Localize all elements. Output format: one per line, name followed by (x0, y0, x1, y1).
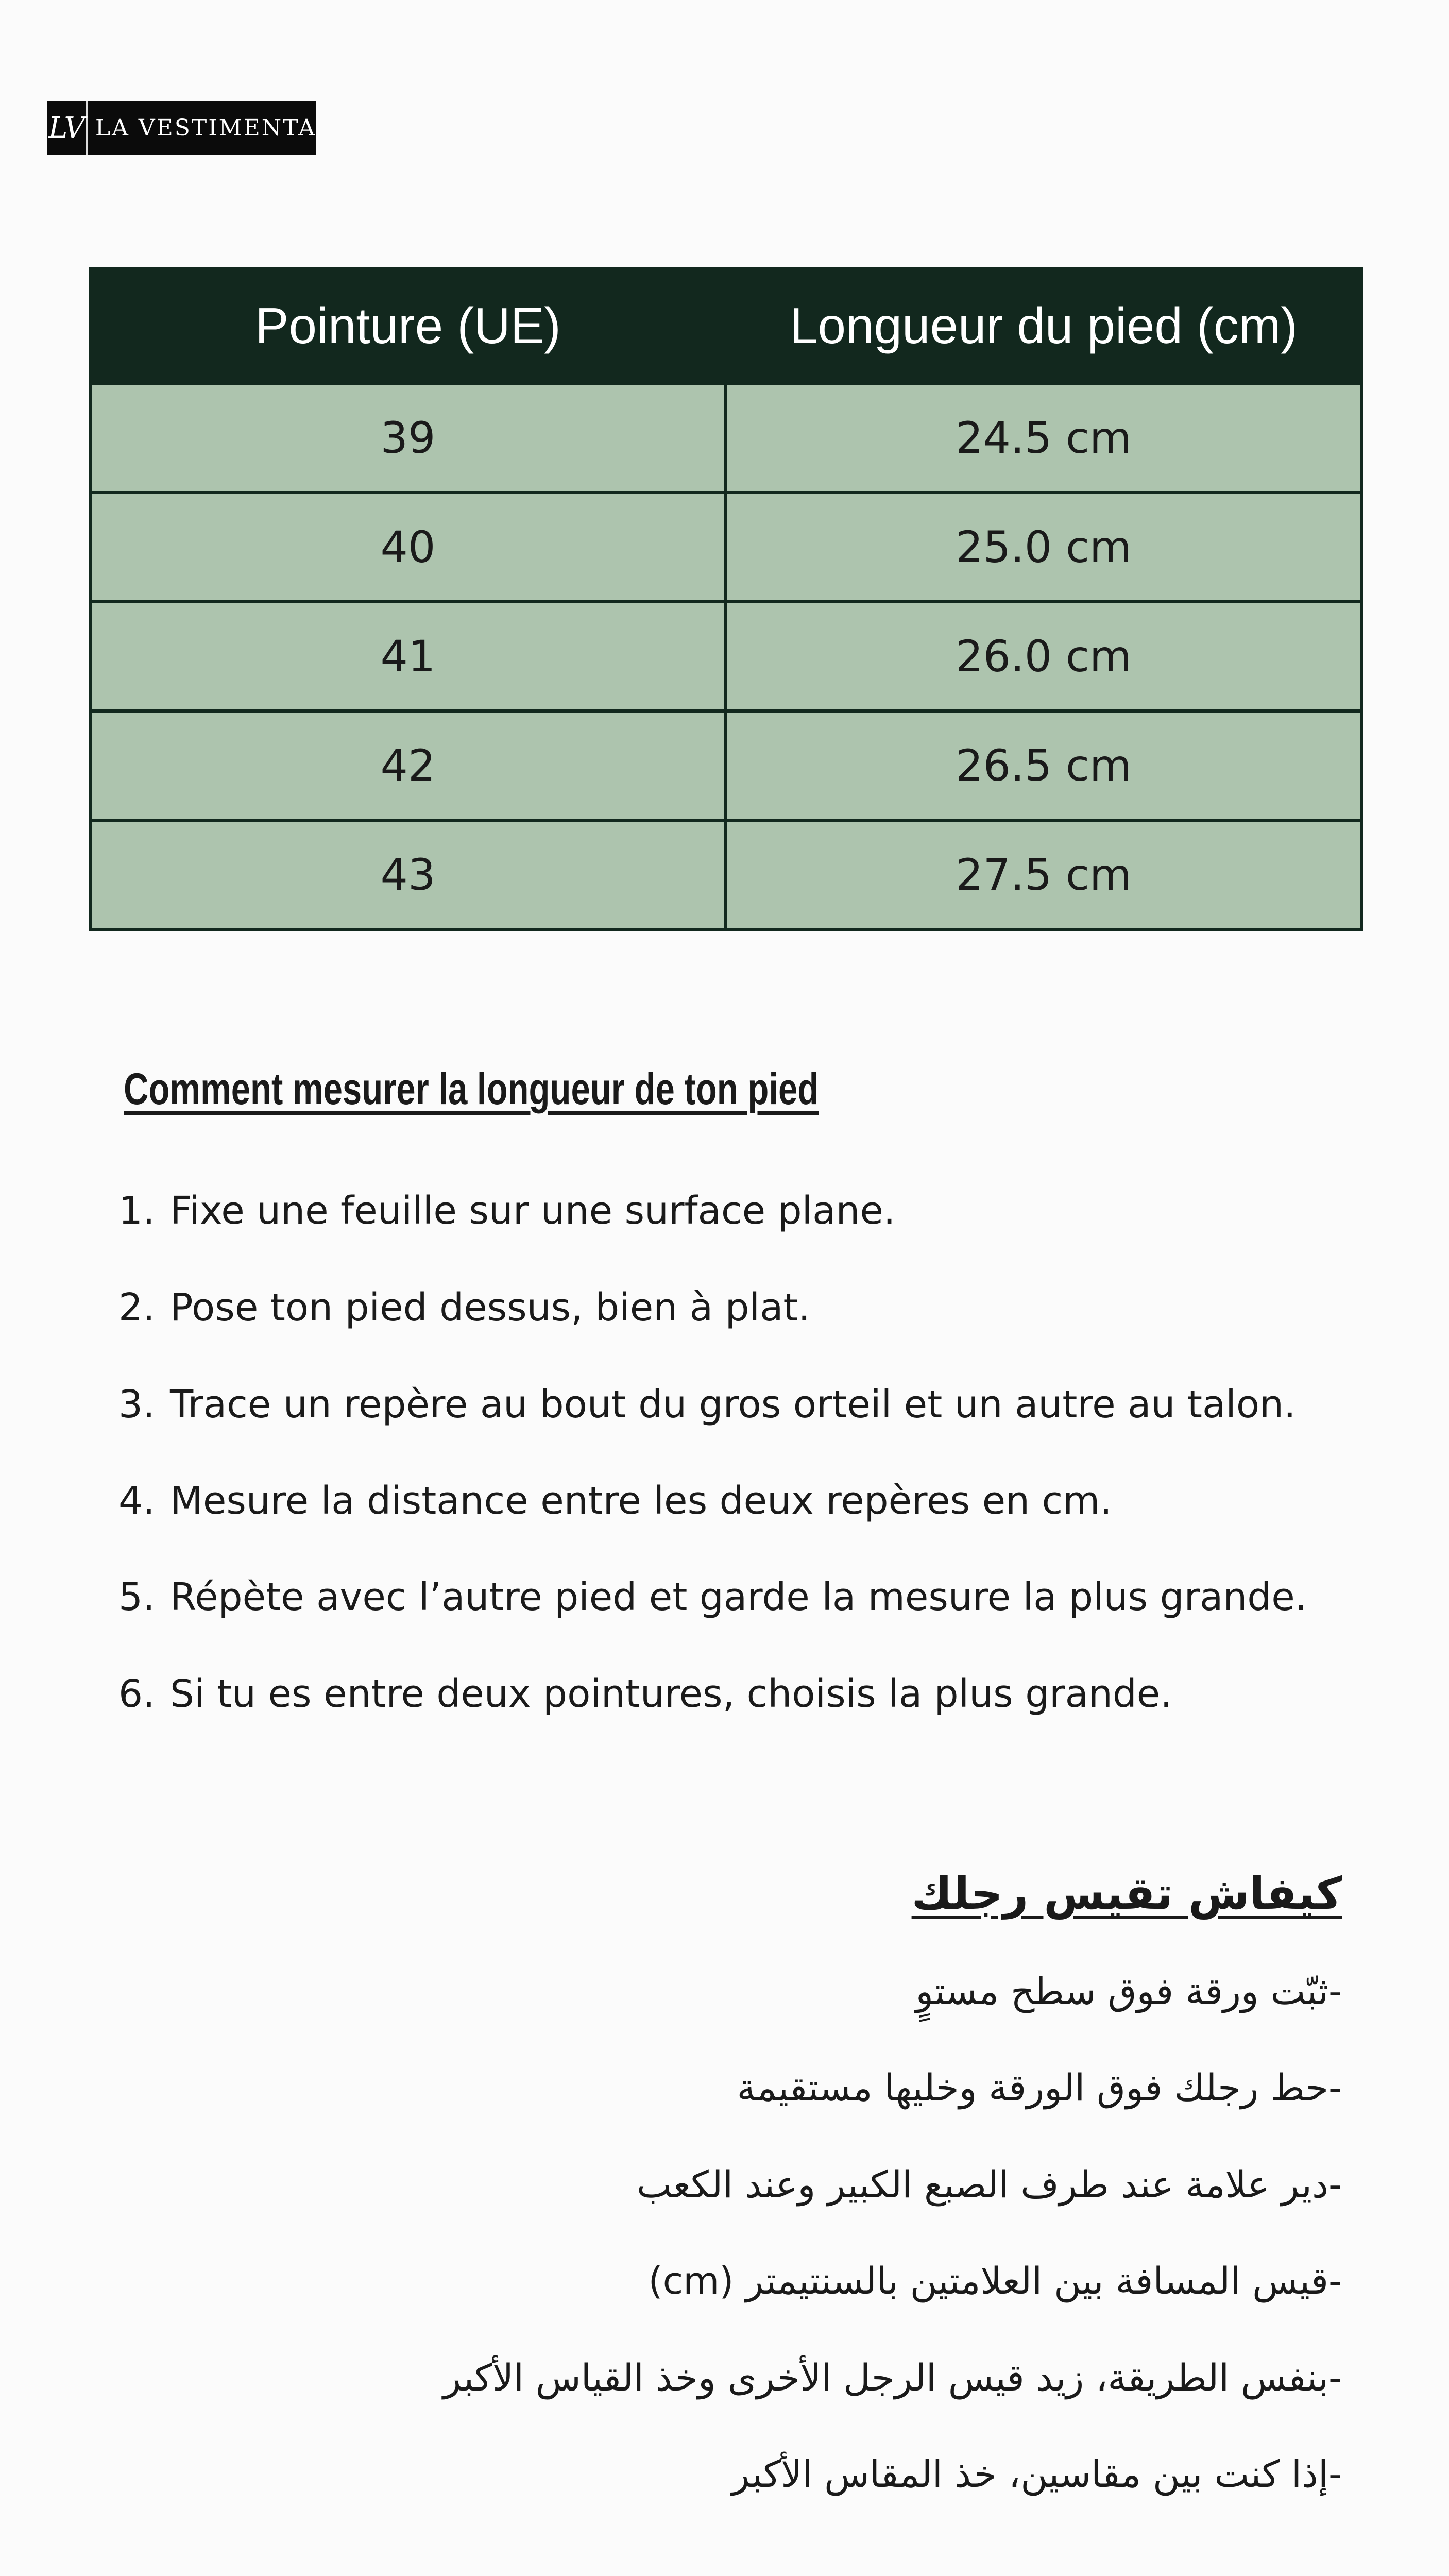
brand-logo (47, 101, 316, 155)
list-item: 3. Trace un repère au bout du gros orteil et un autre au talon. (118, 1382, 1296, 1427)
length-cell: 27.5 cm (726, 820, 1361, 929)
size-table (89, 267, 1363, 931)
length-cell: 24.5 cm (726, 383, 1361, 493)
size-cell: 40 (90, 493, 726, 602)
length-cell: 26.5 cm (726, 711, 1361, 820)
table-row (90, 383, 1361, 493)
list-item: 2. Pose ton pied dessus, bien à plat. (118, 1285, 811, 1330)
list-item: 6. Si tu es entre deux pointures, choisis la plus grande. (118, 1672, 1172, 1716)
size-cell: 42 (90, 711, 726, 820)
list-item: 1. Fixe une feuille sur une surface plane. (118, 1189, 896, 1233)
size-table-header: Pointure (UE) (90, 268, 726, 383)
list-item: -قيس المسافة بين العلامتين بالسنتيمتر (cm) (648, 2259, 1342, 2302)
size-cell: 39 (90, 383, 726, 493)
length-cell: 25.0 cm (726, 493, 1361, 602)
table-row (90, 820, 1361, 929)
size-table-header: Longueur du pied (cm) (726, 268, 1361, 383)
length-cell: 26.0 cm (726, 602, 1361, 711)
table-row (90, 711, 1361, 820)
list-item: -ثبّت ورقة فوق سطح مستوٍ (915, 1970, 1342, 2013)
brand-mark: LV (47, 101, 88, 155)
list-item: -دير علامة عند طرف الصبع الكبير وعند الكعب (637, 2163, 1342, 2206)
size-cell: 43 (90, 820, 726, 929)
brand-name: LA VESTIMENTA (95, 114, 316, 141)
list-item: 4. Mesure la distance entre les deux repères en cm. (118, 1479, 1112, 1523)
table-row (90, 602, 1361, 711)
french-guide-title: Comment mesurer la longueur de ton pied (124, 1064, 819, 1114)
arabic-guide-title: كيفاش تقيس رجلك (911, 1868, 1342, 1920)
size-cell: 41 (90, 602, 726, 711)
table-row (90, 493, 1361, 602)
list-item: 5. Répète avec l’autre pied et garde la mesure la plus grande. (118, 1575, 1307, 1619)
list-item: -بنفس الطريقة، زيد قيس الرجل الأخرى وخذ القياس الأكبر (443, 2356, 1342, 2399)
size-table-header-row (90, 268, 1361, 383)
list-item: -إذا كنت بين مقاسين، خذ المقاس الأكبر (731, 2452, 1342, 2496)
list-item: -حط رجلك فوق الورقة وخليها مستقيمة (737, 2066, 1342, 2109)
